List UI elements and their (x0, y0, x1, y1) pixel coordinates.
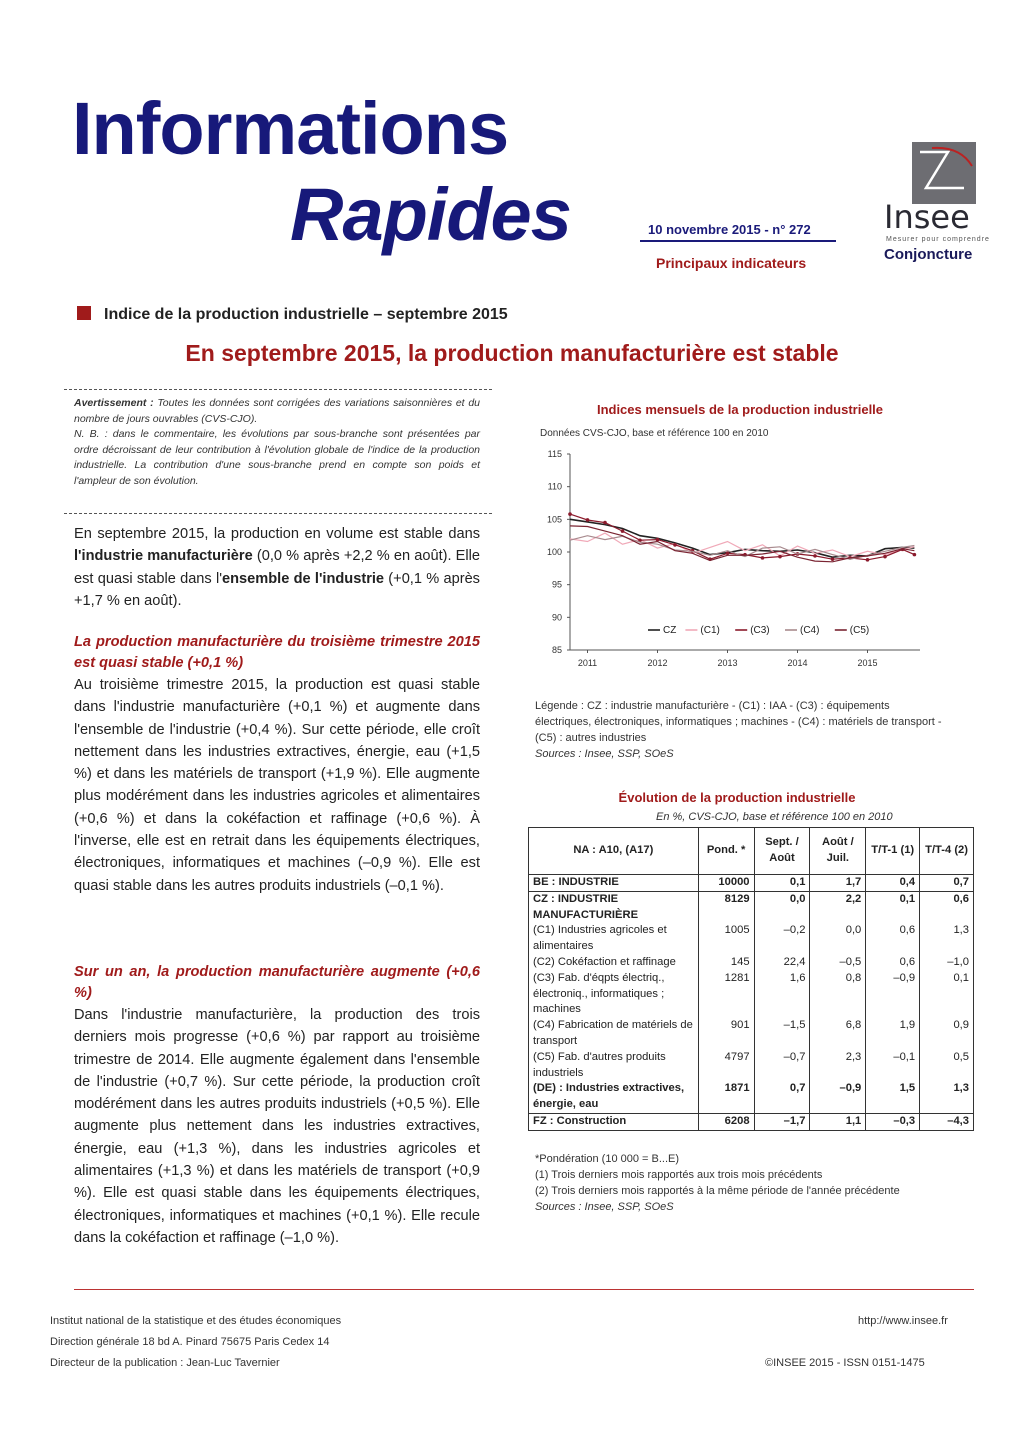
table-cell: –0,9 (866, 971, 920, 1018)
series-point (831, 557, 835, 561)
series-point (568, 512, 572, 516)
y-tick-label: 95 (551, 579, 562, 590)
topic-bullet-icon (77, 306, 91, 320)
production-chart (528, 440, 928, 672)
table-cell: –0,3 (866, 1113, 920, 1130)
chart-sources: Sources : Insee, SSP, SOeS (535, 748, 674, 760)
table-cell: 0,7 (920, 875, 974, 892)
table-cell: 2,3 (810, 1050, 866, 1082)
logo-tagline: Mesurer pour comprendre (886, 236, 990, 243)
intro-paragraph (74, 523, 480, 612)
table-cell: 0,7 (754, 1081, 810, 1113)
series-point (778, 555, 782, 559)
table-title: Évolution de la production industrielle (618, 790, 856, 805)
chart-caption-text: Légende : CZ : industrie manufacturière - (C1) : IAA - (C3) : équipements électriques, électroniques, informatiques ; machines - (C4) : matériels de transport - (C5) : autres industries (535, 700, 942, 744)
table-cell: –4,3 (920, 1113, 974, 1130)
table-cell: 901 (698, 1018, 754, 1050)
table-cell: 22,4 (754, 955, 810, 971)
intro-bold-1: l'industrie manufacturière (74, 548, 253, 565)
table-row (529, 1113, 974, 1130)
table-row (529, 875, 974, 892)
y-tick-label: 85 (551, 645, 562, 655)
x-tick-label: 2015 (857, 658, 878, 668)
x-tick-label: 2013 (717, 658, 738, 668)
series-point (673, 543, 677, 547)
legend-label: CZ (663, 625, 677, 636)
table-cell: –0,5 (810, 955, 866, 971)
table-cell: 1005 (698, 923, 754, 955)
table-footnote-2: (2) Trois derniers mois rapportés à la même période de l'année précédente (535, 1185, 900, 1197)
table-footnote-1: (1) Trois derniers mois rapportés aux trois mois précédents (535, 1169, 823, 1181)
intro-text-1: En septembre 2015, la production en volume est stable dans (74, 526, 480, 542)
table-row (529, 971, 974, 1018)
footer-institute: Institut national de la statistique et des études économiques (50, 1315, 342, 1327)
table-cell: 1,5 (866, 1081, 920, 1113)
footer-director: Directeur de la publication : Jean-Luc Tavernier (50, 1357, 280, 1369)
table-row (529, 955, 974, 971)
table-cell: 0,1 (866, 891, 920, 923)
table-cell: 1,3 (920, 1081, 974, 1113)
x-tick-label: 2011 (577, 658, 598, 668)
x-tick-label: 2012 (647, 658, 668, 668)
table-cell: 0,4 (866, 875, 920, 892)
table-cell: –1,7 (754, 1113, 810, 1130)
y-tick-label: 100 (546, 547, 562, 557)
footer-url[interactable]: http://www.insee.fr (858, 1315, 948, 1327)
warning-label: Avertissement : (74, 397, 154, 409)
table-cell: 0,1 (920, 971, 974, 1018)
intro-bold-2: ensemble de l'industrie (222, 570, 385, 587)
legend-label: (C5) (849, 625, 870, 636)
table-cell: –0,1 (866, 1050, 920, 1082)
x-tick-label: 2014 (787, 658, 808, 668)
table-row-label: (C5) Fab. d'autres produits industriels (529, 1050, 699, 1082)
table-cell: 0,9 (920, 1018, 974, 1050)
chart-caption (535, 698, 945, 762)
table-row-label: (C2) Cokéfaction et raffinage (529, 955, 699, 971)
series-point (656, 538, 660, 542)
section-annuel-body: Dans l'industrie manufacturière, la production des trois derniers mois progresse (+0,6 %) par rapport au troisième trimestre de 2014. Elle augmente également dans l'ensemble de l'industrie (+0,7 %). Sur cette période, la production croît modérément dans les autres produits industriels (+0,5 %). Elle augmente plus nettement dans les industries extractives, énergie, eau (+1,3 %), dans les industries agricoles et alimentaires (+1,3 %) et dans les matériels de transport (+0,9 %). Elle est quasi stable dans les équipements électriques, électroniques, informatiques et machines (+0,1 %). Elle recule dans la cokéfaction et raffinage (–1,0 %). (74, 1007, 480, 1246)
table-header-cell: Août / Juil. (810, 828, 866, 875)
section-annuel (74, 962, 480, 1249)
table-row (529, 891, 974, 923)
series-point (586, 518, 590, 522)
table-cell: 0,6 (866, 955, 920, 971)
series-point (621, 529, 625, 533)
series-point (603, 521, 607, 525)
table-cell: 0,0 (754, 891, 810, 923)
table-cell: 1,3 (920, 923, 974, 955)
table-cell: 0,6 (920, 891, 974, 923)
table-cell: 8129 (698, 891, 754, 923)
table-row-label: FZ : Construction (529, 1113, 699, 1130)
footer-address: Direction générale 18 bd A. Pinard 75675 Paris Cedex 14 (50, 1336, 330, 1348)
series-point (866, 558, 870, 562)
chart-title: Indices mensuels de la production industrielle (596, 402, 884, 417)
table-cell: 10000 (698, 875, 754, 892)
table-row-label: CZ : INDUSTRIE MANUFACTURIÈRE (529, 891, 699, 923)
series-line-0 (570, 519, 914, 557)
warning-top-rule (64, 389, 492, 390)
table-row-label: (C3) Fab. d'éqpts électriq., électroniq., informatiques ; machines (529, 971, 699, 1018)
footer-rule (74, 1289, 974, 1290)
table-note: En %, CVS-CJO, base et référence 100 en 2010 (656, 811, 893, 823)
y-tick-label: 115 (547, 449, 562, 459)
table-cell: 1,1 (810, 1113, 866, 1130)
warning-nb: N. B. : dans le commentaire, les évolutions par sous-branche sont présentées par ordre décroissant de leur contribution à l'évolution globale de l'indice de la production industrielle. La contribution d'une sous-branche prend en compte son poids et l'ampleur de son évolution. (74, 428, 480, 487)
table-row-label: (DE) : Industries extractives, énergie, eau (529, 1081, 699, 1113)
y-tick-label: 110 (547, 481, 562, 492)
table-row-label: (C4) Fabrication de matériels de transport (529, 1018, 699, 1050)
series-point (726, 552, 730, 556)
footer-copyright: ©INSEE 2015 - ISSN 0151-1475 (765, 1357, 925, 1369)
table-cell: 1,6 (754, 971, 810, 1018)
y-tick-label: 90 (551, 612, 562, 623)
table-cell: 2,2 (810, 891, 866, 923)
table-row-label: (C1) Industries agricoles et alimentaires (529, 923, 699, 955)
table-header-cell: T/T-4 (2) (920, 828, 974, 875)
table-row-label: BE : INDUSTRIE (529, 875, 699, 892)
headline: En septembre 2015, la production manufacturière est stable (185, 340, 839, 366)
series-point (813, 554, 817, 558)
series-point (913, 553, 917, 557)
table-cell: 1871 (698, 1081, 754, 1113)
table-row (529, 1050, 974, 1082)
table-cell: 0,5 (920, 1050, 974, 1082)
table-cell: 1281 (698, 971, 754, 1018)
table-cell: –1,5 (754, 1018, 810, 1050)
section-trimestre-body: Au troisième trimestre 2015, la production est quasi stable dans l'industrie manufacturière (+0,1 %) et augmente dans l'ensemble de l'industrie (+0,4 %). Sur cette période, elle croît nettement dans les industries extractives, énergie, eau (+1,5 %) et dans les matériels de transport (+1,9 %). Elle augmente plus modérément dans les industries agricoles et alimentaires (+0,6 %) et dans la cokéfaction et raffinage (+0,6 %). À l'inverse, elle est en retrait dans les équipements électriques, électroniques, informatiques et machines (–0,9 %). Elle est quasi stable dans les autres produits industriels (–0,1 %). (74, 677, 480, 894)
warning-text: Toutes les données sont corrigées des variations saisonnières et du nombre de jours ouvrables (CVS-CJO). (74, 397, 480, 425)
issue-number: 10 novembre 2015 - n° 272 (648, 222, 811, 237)
insee-logo-icon (912, 142, 976, 204)
table-cell: 0,1 (754, 875, 810, 892)
table-cell: –0,7 (754, 1050, 810, 1082)
publication-subtitle: Rapides (290, 173, 571, 256)
table-footnote-weight: *Pondération (10 000 = B...E) (535, 1153, 680, 1165)
table-header-cell: NA : A10, (A17) (529, 828, 699, 875)
table-cell: –0,9 (810, 1081, 866, 1113)
issue-rule (640, 240, 836, 242)
table-cell: 4797 (698, 1050, 754, 1082)
table-header-row (529, 828, 974, 875)
warning-bottom-rule (64, 513, 492, 514)
table-row (529, 923, 974, 955)
table-cell: 0,6 (866, 923, 920, 955)
chart-subtitle: Données CVS-CJO, base et référence 100 en 2010 (540, 428, 769, 439)
table-cell: –0,2 (754, 923, 810, 955)
table-footnotes (535, 1151, 965, 1215)
table-cell: 145 (698, 955, 754, 971)
table-header-cell: Sept. / Août (754, 828, 810, 875)
legend-label: (C1) (700, 625, 720, 636)
series-point (883, 555, 887, 559)
logo-section: Conjoncture (884, 246, 973, 263)
intro-text-3: (+0,1 % après +1,7 % en août). (74, 570, 480, 609)
intro-text-2: (0,0 % après +2,2 % en août). Elle est quasi stable dans l' (74, 548, 480, 587)
logo-name: Insee (884, 198, 970, 236)
table-row (529, 1018, 974, 1050)
table-header-cell: T/T-1 (1) (866, 828, 920, 875)
section-trimestre-heading: La production manufacturière du troisième trimestre 2015 est quasi stable (+0,1 %) (74, 634, 480, 671)
table-cell: 1,7 (810, 875, 866, 892)
warning-box (74, 396, 480, 490)
section-trimestre (74, 632, 480, 897)
topic-title: Indice de la production industrielle – septembre 2015 (104, 306, 508, 323)
legend-label: (C4) (800, 625, 820, 636)
publication-kind: Principaux indicateurs (656, 255, 807, 271)
publication-title: Informations (72, 87, 509, 170)
table-cell: 0,0 (810, 923, 866, 955)
legend-label: (C3) (750, 625, 770, 636)
series-point (761, 556, 765, 560)
table-row (529, 1081, 974, 1113)
table-cell: 6208 (698, 1113, 754, 1130)
table-sources: Sources : Insee, SSP, SOeS (535, 1201, 674, 1213)
table-cell: 6,8 (810, 1018, 866, 1050)
production-table (528, 827, 974, 1131)
table-cell: –1,0 (920, 955, 974, 971)
table-header-cell: Pond. * (698, 828, 754, 875)
table-cell: 1,9 (866, 1018, 920, 1050)
section-annuel-heading: Sur un an, la production manufacturière augmente (+0,6 %) (74, 964, 480, 1001)
y-tick-label: 105 (546, 514, 562, 525)
table-cell: 0,8 (810, 971, 866, 1018)
